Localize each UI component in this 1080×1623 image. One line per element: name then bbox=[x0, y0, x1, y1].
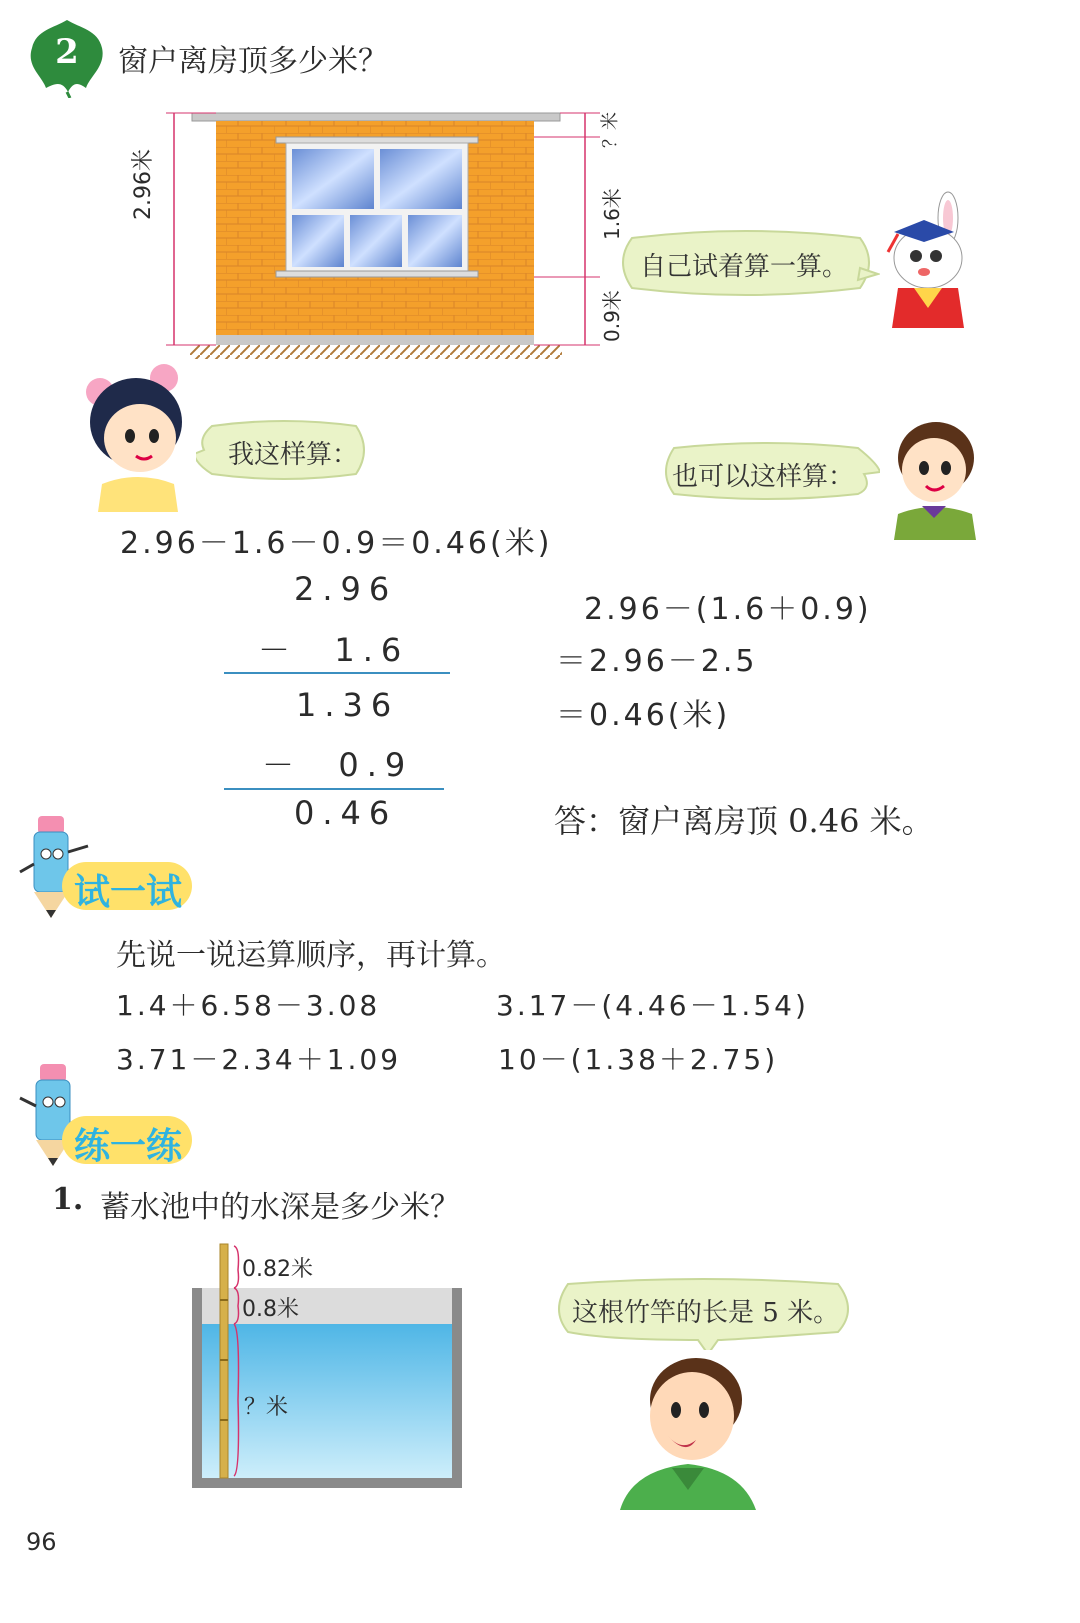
practice-boy-speech: 这根竹竿的长是 5 米。 bbox=[572, 1298, 840, 1328]
method2-line2: ＝2.96－2.5 bbox=[556, 644, 758, 679]
exercise-2: 3.17－(4.46－1.54) bbox=[496, 989, 809, 1022]
boy-icon bbox=[886, 418, 982, 540]
method2-line1: 2.96－(1.6＋0.9) bbox=[584, 592, 872, 627]
girl-icon bbox=[78, 362, 188, 512]
pool-label-mid: 0.8米 bbox=[242, 1297, 299, 1322]
dim-bottom: 0.9米 bbox=[600, 290, 624, 342]
practice-title: 练一练 bbox=[74, 1126, 183, 1167]
question-1-number: 1. bbox=[52, 1182, 84, 1217]
roof bbox=[192, 113, 560, 121]
rabbit-icon bbox=[878, 190, 978, 338]
dim-total: 2.96米 bbox=[131, 149, 156, 220]
vertical-2-line bbox=[224, 788, 444, 790]
section-header bbox=[28, 18, 628, 98]
house-illustration bbox=[130, 105, 640, 365]
try-title: 试一试 bbox=[74, 872, 183, 913]
question-1-text: 蓄水池中的水深是多少米？ bbox=[100, 1190, 460, 1225]
dim-top: ？米 bbox=[600, 112, 621, 148]
pool-label-top: 0.82米 bbox=[242, 1257, 313, 1282]
foundation bbox=[216, 335, 534, 345]
page-number: 96 bbox=[26, 1528, 57, 1556]
section-question: 窗户离房顶多少米？ bbox=[118, 44, 388, 79]
exercise-4: 10－(1.38＋2.75) bbox=[498, 1043, 779, 1076]
pool-label-water: ？米 bbox=[244, 1395, 289, 1420]
dim-window: 1.6米 bbox=[600, 188, 624, 240]
vertical-1-result: 1.36 bbox=[296, 686, 400, 724]
try-instruction: 先说一说运算顺序，再计算。 bbox=[116, 938, 506, 973]
rabbit-speech: 自己试着算一算。 bbox=[640, 252, 849, 282]
method2-line3: ＝0.46(米) bbox=[556, 698, 731, 733]
exercise-3: 3.71－2.34＋1.09 bbox=[116, 1043, 402, 1076]
vertical-1-sub: － 1.6 bbox=[258, 631, 410, 669]
girl-speech: 我这样算： bbox=[228, 440, 359, 470]
practice-boy-icon bbox=[612, 1350, 762, 1510]
vertical-2-sub: － 0.9 bbox=[262, 746, 414, 784]
answer: 答：窗户离房顶 0.46 米。 bbox=[554, 802, 934, 840]
method1-equation: 2.96－1.6－0.9＝0.46(米) bbox=[120, 526, 553, 561]
vertical-1-top: 2.96 bbox=[294, 570, 398, 608]
vertical-1-line bbox=[224, 672, 450, 674]
vertical-2-result: 0.46 bbox=[294, 794, 398, 832]
boy-speech: 也可以这样算： bbox=[672, 462, 855, 492]
section-number: 2 bbox=[55, 32, 79, 72]
pool-illustration bbox=[186, 1240, 468, 1492]
exercise-1: 1.4＋6.58－3.08 bbox=[116, 989, 381, 1022]
